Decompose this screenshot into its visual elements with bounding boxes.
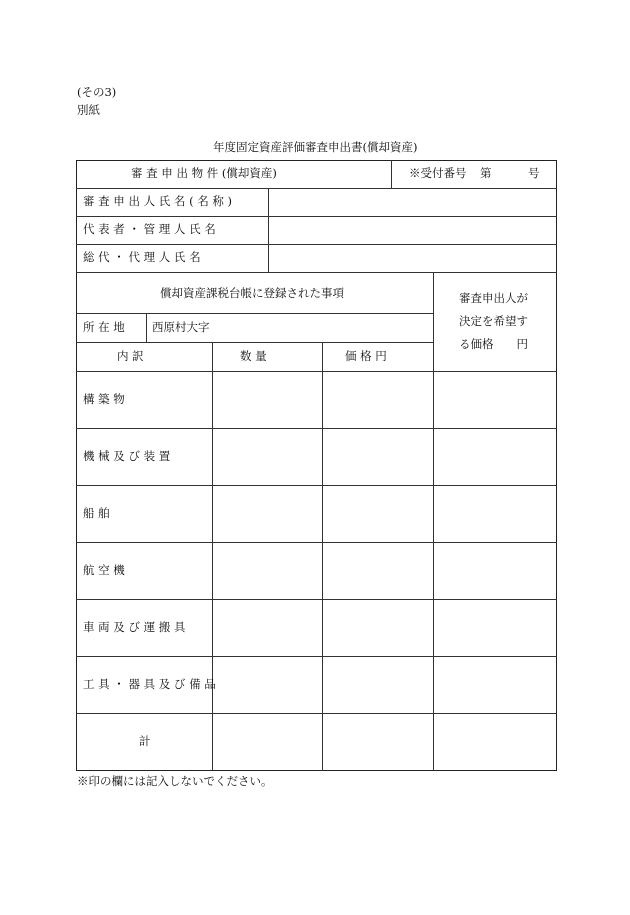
row-divider xyxy=(76,342,433,343)
applicant-name-field[interactable] xyxy=(270,190,555,215)
column-divider xyxy=(212,342,213,771)
row-divider xyxy=(76,272,557,273)
receipt-go: 号 xyxy=(528,166,540,180)
row-divider xyxy=(76,313,433,314)
desired-price-line2: 決定を希望す xyxy=(459,314,528,328)
asset-row-label: 船 舶 xyxy=(83,506,110,520)
receipt-number-label: ※受付番号 xyxy=(409,166,467,180)
row-divider xyxy=(76,713,557,714)
form-number: (その3) xyxy=(77,85,117,99)
form-title: 年度固定資産評価審査申出書(償却資産) xyxy=(213,140,418,154)
property-heading: 審 査 申 出 物 件 (償却資産) xyxy=(131,166,277,180)
column-header-quantity: 数 量 xyxy=(240,349,267,363)
row-divider xyxy=(76,599,557,600)
agent-name-label: 総 代 ・ 代 理 人 氏 名 xyxy=(83,250,201,264)
footnote: ※印の欄には記入しないでください。 xyxy=(77,774,273,788)
receipt-dai: 第 xyxy=(480,166,492,180)
asset-row-label: 構 築 物 xyxy=(83,392,125,406)
column-header-price: 価 格 円 xyxy=(345,349,387,363)
asset-row-label: 車 両 及 び 運 搬 具 xyxy=(83,620,186,634)
column-divider xyxy=(322,342,323,771)
representative-name-field[interactable] xyxy=(270,218,555,243)
row-divider xyxy=(76,371,557,372)
asset-row-label: 航 空 機 xyxy=(83,563,125,577)
row-divider xyxy=(76,656,557,657)
location-label: 所 在 地 xyxy=(83,320,125,334)
row-divider xyxy=(76,485,557,486)
agent-name-field[interactable] xyxy=(270,246,555,271)
registered-matters-heading: 償却資産課税台帳に登録された事項 xyxy=(160,286,344,300)
asset-row-label: 機 械 及 び 装 置 xyxy=(83,449,171,463)
row-divider xyxy=(76,542,557,543)
row-divider xyxy=(76,428,557,429)
representative-name-label: 代 表 者 ・ 管 理 人 氏 名 xyxy=(83,222,216,236)
row-divider xyxy=(76,216,557,217)
location-value[interactable]: 西原村大字 xyxy=(152,320,210,334)
column-divider xyxy=(268,188,269,272)
column-header-breakdown: 内 訳 xyxy=(117,349,144,363)
row-divider xyxy=(76,244,557,245)
row-divider xyxy=(76,188,557,189)
total-label: 計 xyxy=(139,734,151,748)
asset-row-label: 工 具 ・ 器 具 及 び 備 品 xyxy=(83,677,216,691)
desired-price-line1: 審査申出人が xyxy=(459,291,528,305)
column-divider xyxy=(433,272,434,771)
desired-price-line3: る価格 円 xyxy=(459,337,528,351)
column-divider xyxy=(391,160,392,188)
applicant-name-label: 審 査 申 出 人 氏 名 ( 名 称 ) xyxy=(83,194,233,208)
column-divider xyxy=(146,313,147,342)
attachment-label: 別紙 xyxy=(77,103,100,117)
